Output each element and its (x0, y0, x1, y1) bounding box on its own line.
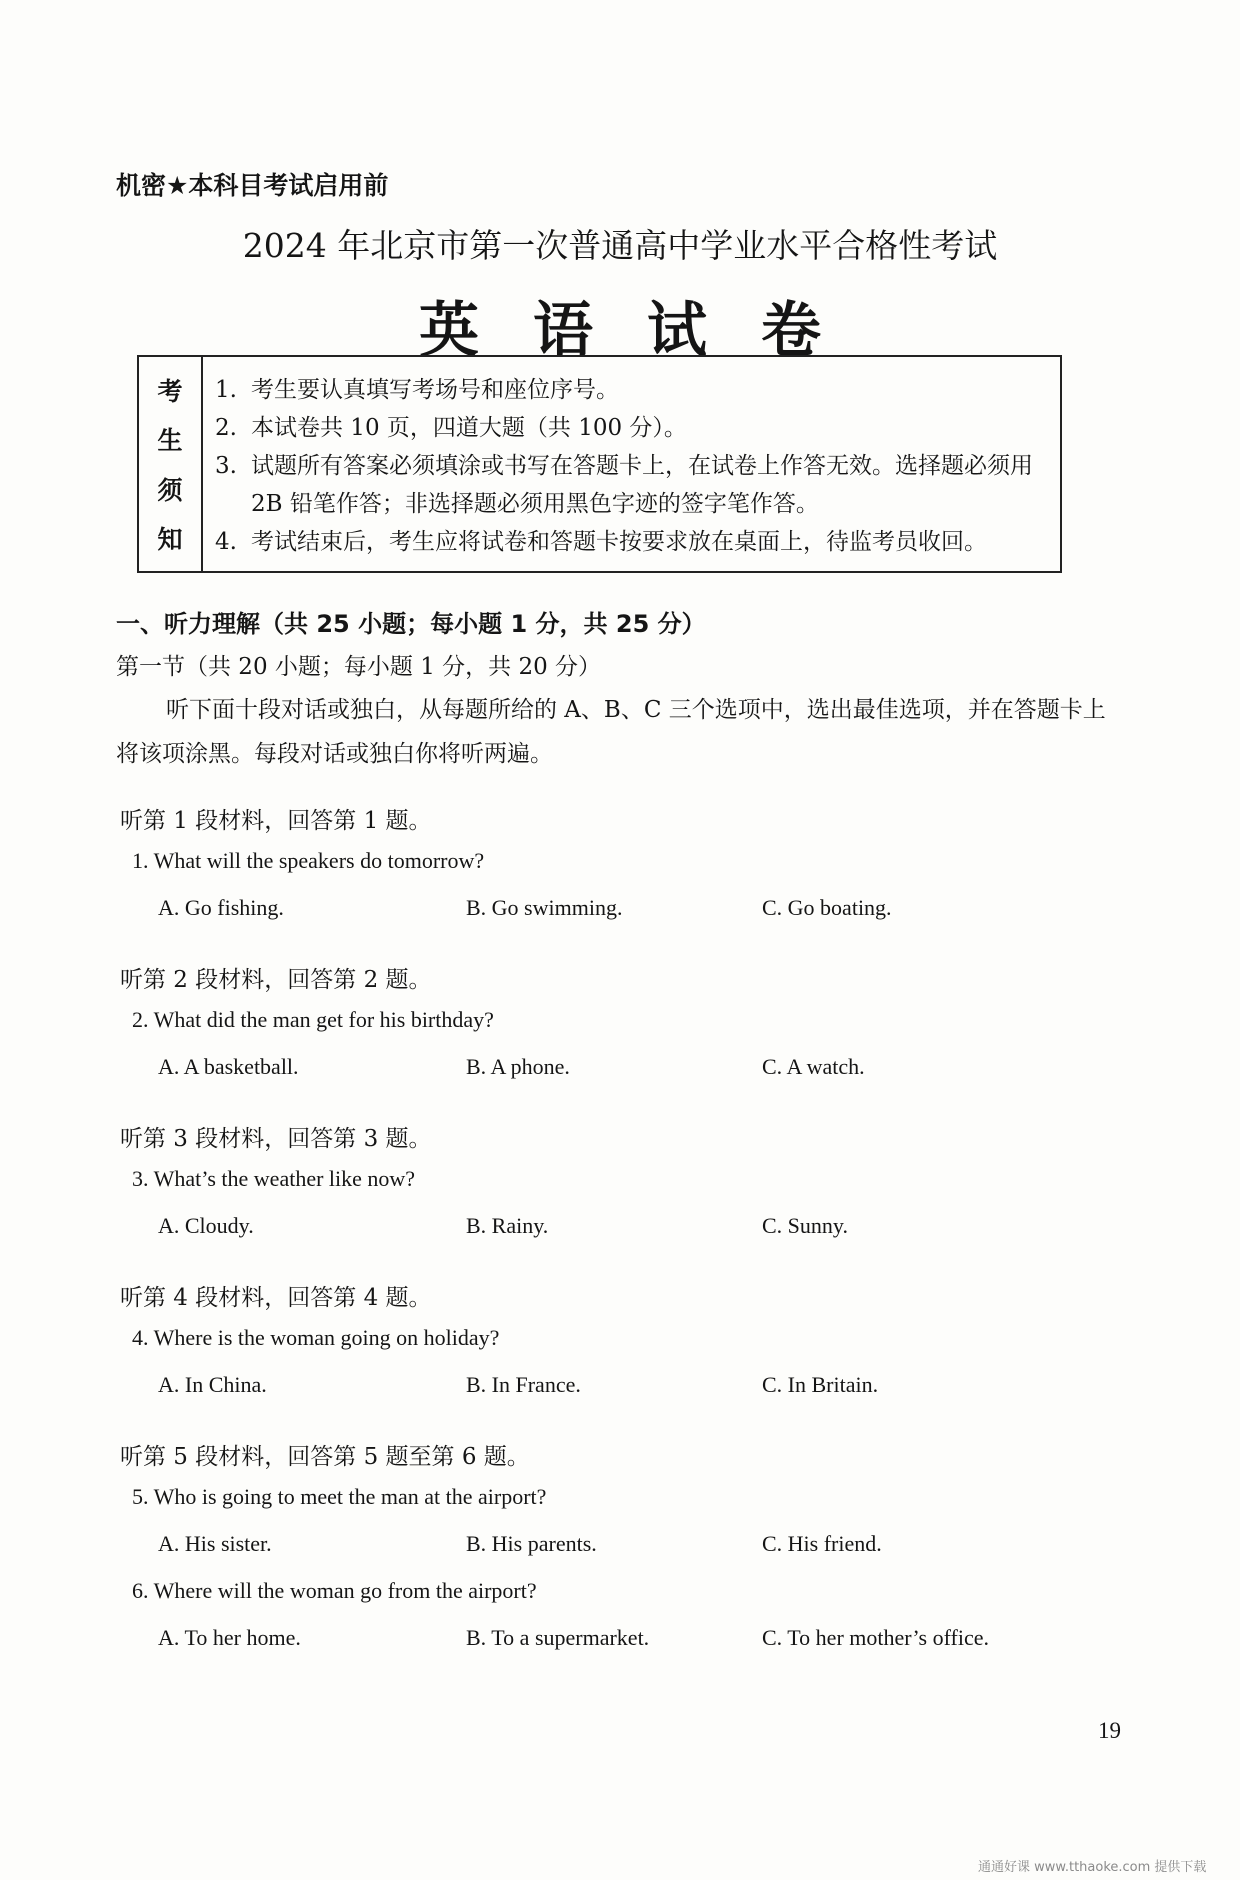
page-number: 19 (1098, 1718, 1121, 1743)
material-prompt: 听第 5 段材料，回答第 5 题至第 6 题。 (120, 1444, 530, 1470)
notice-item (215, 371, 1050, 409)
answer-option: B. A phone. (466, 1054, 570, 1079)
watermark: 通通好课 www.tthaoke.com 提供下载 (978, 1860, 1207, 1875)
question-text: 5. Who is going to meet the man at the airport? (132, 1484, 547, 1509)
question-text: 2. What did the man get for his birthday? (132, 1007, 494, 1032)
question-text: 3. What’s the weather like now? (132, 1166, 416, 1191)
candidate-notice-box (137, 355, 1062, 573)
section-instructions: 听下面十段对话或独白，从每题所给的 A、B、C 三个选项中，选出最佳选项，并在答题卡上将该项涂黑。每段对话或独白你将听两遍。 (116, 697, 1106, 767)
notice-item-text: 考试结束后，考生应将试卷和答题卡按要求放在桌面上，待监考员收回。 (251, 529, 987, 555)
notice-item-number: 2. (215, 415, 237, 441)
notice-item-text: 考生要认真填写考场号和座位序号。 (251, 377, 619, 403)
question-text: 4. Where is the woman going on holiday? (132, 1325, 500, 1350)
answer-option: C. His friend. (762, 1531, 882, 1556)
answer-option: A. A basketball. (158, 1054, 299, 1079)
answer-option: C. In Britain. (762, 1372, 879, 1397)
notice-item-number: 3. (215, 453, 237, 479)
answer-option: C. Go boating. (762, 895, 892, 920)
notice-label-char: 生 (157, 426, 183, 456)
notice-item (215, 523, 1050, 561)
notice-item-text: 本试卷共 10 页，四道大题（共 100 分）。 (251, 415, 687, 441)
answer-option: C. To her mother’s office. (762, 1625, 989, 1650)
material-prompt: 听第 3 段材料，回答第 3 题。 (120, 1126, 432, 1152)
answer-option: A. Cloudy. (158, 1213, 254, 1238)
answer-option: A. In China. (158, 1372, 267, 1397)
confidential-label: 机密★本科目考试启用前 (116, 171, 389, 200)
notice-label (139, 357, 203, 571)
notice-items (215, 371, 1050, 561)
notice-item-number: 1. (215, 377, 237, 403)
notice-label-char: 知 (157, 525, 183, 555)
answer-option: B. Go swimming. (466, 895, 623, 920)
answer-option: A. To her home. (158, 1625, 301, 1650)
material-prompt: 听第 2 段材料，回答第 2 题。 (120, 967, 432, 993)
answer-option: A. Go fishing. (158, 895, 284, 920)
exam-title: 2024 年北京市第一次普通高中学业水平合格性考试 (242, 226, 998, 265)
answer-option: C. Sunny. (762, 1213, 848, 1238)
notice-label-char: 考 (157, 376, 183, 406)
material-prompt: 听第 4 段材料，回答第 4 题。 (120, 1285, 432, 1311)
question-text: 6. Where will the woman go from the airport? (132, 1578, 537, 1603)
answer-option: A. His sister. (158, 1531, 272, 1556)
notice-item-text: 试题所有答案必须填涂或书写在答题卡上，在试卷上作答无效。选择题必须用 2B 铅笔作答；非选择题必须用黑色字迹的签字笔作答。 (251, 453, 1033, 517)
notice-item (215, 409, 1050, 447)
answer-option: B. In France. (466, 1372, 581, 1397)
question-text: 1. What will the speakers do tomorrow? (132, 848, 485, 873)
answer-option: B. Rainy. (466, 1213, 549, 1238)
subsection-heading: 第一节（共 20 小题；每小题 1 分，共 20 分） (116, 654, 602, 680)
exam-subject-title: 英语试卷 (419, 296, 875, 366)
answer-option: C. A watch. (762, 1054, 865, 1079)
material-prompt: 听第 1 段材料，回答第 1 题。 (120, 808, 432, 834)
notice-label-char: 须 (157, 475, 183, 505)
notice-item (215, 447, 1050, 523)
section-heading: 一、听力理解（共 25 小题；每小题 1 分，共 25 分） (116, 610, 706, 638)
notice-item-number: 4. (215, 529, 237, 555)
answer-option: B. To a supermarket. (466, 1625, 650, 1650)
answer-option: B. His parents. (466, 1531, 597, 1556)
